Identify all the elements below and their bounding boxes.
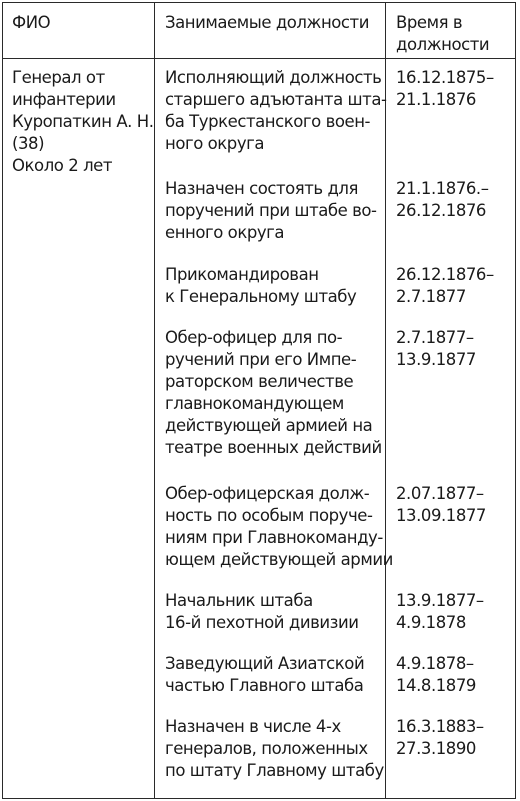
- person-name: Куропаткин А. Н.: [12, 112, 154, 131]
- time-cell: 13.9.1877– 4.9.1878: [396, 591, 484, 632]
- position-cell: Прикомандирован к Генеральному штабу: [165, 265, 357, 306]
- time-cell: 2.7.1877– 13.9.1877: [396, 328, 476, 369]
- time-cell: 4.9.1878– 14.8.1879: [396, 654, 476, 695]
- header-positions: Занимаемые должности: [165, 13, 369, 32]
- column-divider: [154, 2, 155, 799]
- position-cell: Назначен в числе 4-х генералов, положенных по штату Главному штабу: [165, 717, 384, 780]
- time-cell: 16.3.1883– 27.3.1890: [396, 717, 484, 758]
- person-rank-branch: инфантерии: [12, 90, 116, 109]
- time-cell: 21.1.1876.– 26.12.1876: [396, 179, 489, 220]
- position-cell: Исполняющий должность старшего адъютанта шта- ба Туркестанского воен- ного округа: [165, 68, 387, 153]
- position-cell: Назначен состоять для поручений при штабе во- енного округа: [165, 179, 377, 242]
- header-divider: [2, 58, 516, 59]
- time-cell: 16.12.1875– 21.1.1876: [396, 68, 494, 109]
- header-time: Время в должности: [396, 13, 490, 54]
- time-cell: 26.12.1876– 2.7.1877: [396, 265, 494, 306]
- person-age: (38): [12, 134, 45, 153]
- position-cell: Обер-офицерская долж- ность по особым поруче- ниям при Главнокоманду- ющем действующей армии: [165, 484, 393, 569]
- position-cell: Начальник штаба 16-й пехотной дивизии: [165, 591, 359, 632]
- time-cell: 2.07.1877– 13.09.1877: [396, 484, 486, 525]
- header-name: ФИО: [12, 13, 51, 32]
- person-rank: Генерал от: [12, 68, 105, 87]
- position-cell: Заведующий Азиатской частью Главного штаба: [165, 654, 365, 695]
- person-tenure: Около 2 лет: [12, 156, 113, 175]
- person-cell: [12, 67, 154, 177]
- position-cell: Обер-офицер для по- ручений при его Импе- раторском величестве главнокомандующем действующей армией на театре военных действий: [165, 328, 382, 457]
